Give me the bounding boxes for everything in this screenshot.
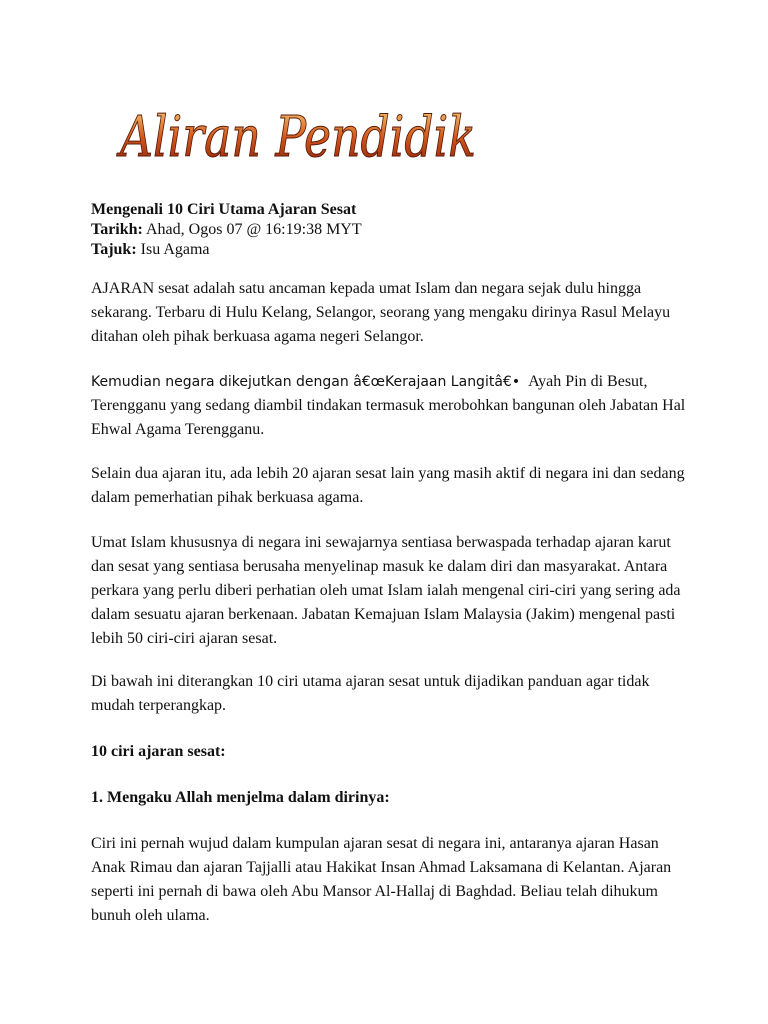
topic-label: Tajuk:	[91, 241, 137, 258]
paragraph-2-start: Kemudian negara dikejutkan dengan â€œKerajaan Langitâ€•	[91, 374, 521, 390]
paragraph-1: AJARAN sesat adalah satu ancaman kepada umat Islam dan negara sejak dulu hingga sekarang. Terbaru di Hulu Kelang, Selangor, seorang yang mengaku dirinya Rasul Melayu ditahan oleh pihak berkuasa agama negeri Selangor.	[91, 280, 671, 345]
site-logo	[116, 96, 496, 176]
article-header	[91, 200, 691, 260]
list-heading: 10 ciri ajaran sesat:	[91, 743, 226, 760]
date-value: Ahad, Ogos 07 @ 16:19:38 MYT	[146, 221, 362, 238]
paragraph-5: Di bawah ini diterangkan 10 ciri utama ajaran sesat untuk dijadikan panduan agar tidak mudah terperangkap.	[91, 673, 650, 714]
date-label: Tarikh:	[91, 221, 143, 238]
paragraph-2	[91, 370, 691, 442]
topic-value: Isu Agama	[140, 241, 210, 258]
paragraph-2-rest: Ayah Pin di Besut, Terengganu yang sedang diambil tindakan termasuk merobohkan bangunan oleh Jabatan Hal Ehwal Agama Terengganu.	[91, 373, 686, 438]
logo-text: Aliran Pendidik	[115, 105, 476, 170]
logo-graphic	[116, 96, 496, 176]
paragraph-6: Ciri ini pernah wujud dalam kumpulan ajaran sesat di negara ini, antaranya ajaran Hasan Anak Rimau dan ajaran Tajjalli atau Hakikat Insan Ahmad Laksamana di Kelantan. Ajaran seperti ini pernah di bawa oleh Abu Mansor Al-Hallaj di Baghdad. Beliau telah dihukum bunuh oleh ulama.	[91, 835, 672, 924]
topic-line	[91, 240, 691, 260]
paragraph-3: Selain dua ajaran itu, ada lebih 20 ajaran sesat lain yang masih aktif di negara ini dan sedang dalam pemerhatian pihak berkuasa agama.	[91, 465, 685, 506]
article-title: Mengenali 10 Ciri Utama Ajaran Sesat	[91, 201, 357, 218]
date-line	[91, 220, 691, 240]
paragraph-4: Umat Islam khususnya di negara ini sewajarnya sentiasa berwaspada terhadap ajaran karut dan sesat yang sentiasa berusaha menyelinap masuk ke dalam diri dan masyarakat. Antara perkara yang perlu diberi perhatian oleh umat Islam ialah mengenal ciri-ciri yang sering ada dalam sesuatu ajaran berkenaan. Jabatan Kemajuan Islam Malaysia (Jakim) mengenal pasti lebih 50 ciri-ciri ajaran sesat.	[91, 534, 681, 647]
item-1-heading: 1. Mengaku Allah menjelma dalam dirinya:	[91, 789, 390, 806]
